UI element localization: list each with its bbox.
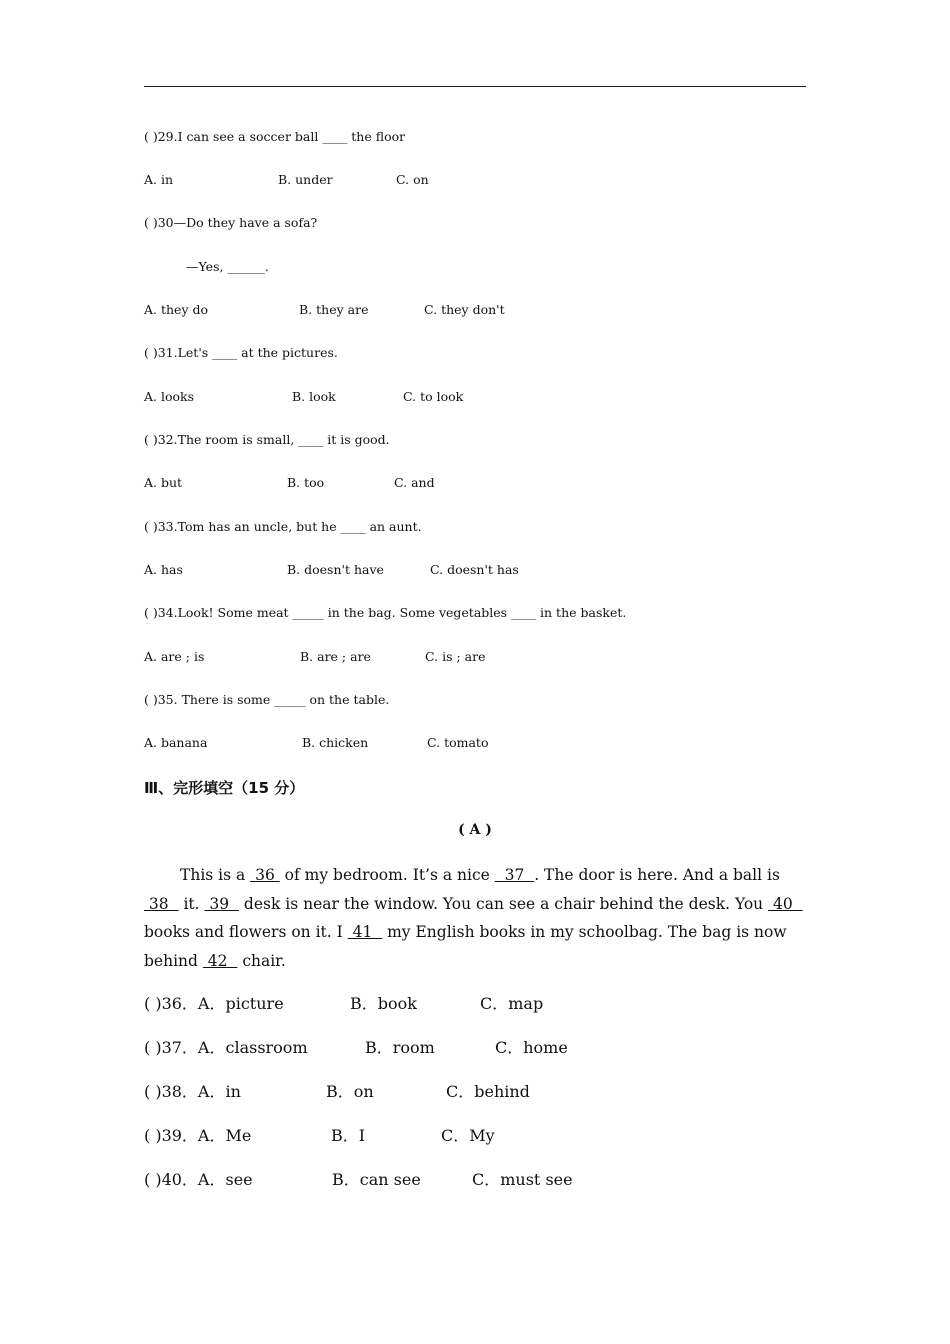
cloze-passage: This is a 36 of my bedroom. It’s a nice 37 . The door is here. And a ball is 38 it. 39 desk is near the window. You can see a chair behind the desk. You 40 books and flowers on it. I 41 my English books in my schoolbag. The bag is now behind 42 chair. (144, 866, 803, 970)
blank-42: 42 (202, 951, 238, 970)
q30-option-c: C. they don't (424, 302, 505, 317)
q31-option-b: B. look (292, 389, 336, 404)
q35-option-c: C. tomato (427, 735, 489, 750)
cloze-37-option-c: C．home (495, 1038, 568, 1057)
question-32: ( )32.The room is small, ____ it is good. (144, 432, 390, 447)
cloze-38-option-b: B．on (326, 1082, 374, 1101)
header-rule (144, 86, 806, 87)
question-30-answer-line: —Yes, ______. (186, 259, 269, 274)
q32-option-a: A. but (144, 475, 183, 490)
q29-option-a: A. in (144, 172, 174, 187)
cloze-40-option-c: C．must see (472, 1170, 573, 1189)
blank-41: 41 (347, 923, 383, 941)
cloze-39-option-c: C．My (441, 1126, 495, 1145)
blank-40: 40 (768, 894, 803, 913)
cloze-37-option-b: B．room (365, 1038, 435, 1057)
q33-option-a: A. has (144, 562, 183, 577)
question-33: ( )33.Tom has an uncle, but he ____ an aunt. (144, 519, 422, 534)
blank-36: 36 (250, 866, 280, 884)
cloze-38-option-c: C．behind (446, 1082, 530, 1101)
cloze-36-option-b: B．book (350, 994, 417, 1013)
blank-37: 37 (494, 866, 535, 884)
q31-option-c: C. to look (403, 389, 464, 404)
blank-39: 39 (204, 894, 239, 913)
question-29: ( )29.I can see a soccer ball ____ the floor (144, 129, 406, 144)
cloze-40-option-b: B．can see (332, 1170, 421, 1189)
cloze-39-option-b: B．I (331, 1126, 366, 1145)
q34-option-a: A. are ; is (144, 649, 205, 664)
section-title: Ⅲ、完形填空（15 分） (144, 779, 305, 797)
q31-option-a: A. looks (144, 389, 195, 404)
passage-label: ( A ) (458, 822, 492, 838)
cloze-question-38: ( )38．A．in (144, 1082, 241, 1101)
q32-option-b: B. too (287, 475, 325, 490)
question-35: ( )35. There is some _____ on the table. (144, 692, 390, 707)
q35-option-b: B. chicken (302, 735, 369, 750)
question-34: ( )34.Look! Some meat _____ in the bag. Some vegetables ____ in the basket. (144, 605, 627, 620)
q29-option-c: C. on (396, 172, 429, 187)
question-30: ( )30—Do they have a sofa? (144, 215, 318, 230)
q32-option-c: C. and (394, 475, 435, 490)
q30-option-b: B. they are (299, 302, 369, 317)
cloze-question-39: ( )39．A．Me (144, 1126, 252, 1145)
q34-option-b: B. are ; are (300, 649, 371, 664)
blank-38: 38 (144, 894, 179, 913)
cloze-36-option-c: C．map (480, 994, 544, 1013)
q34-option-c: C. is ; are (425, 649, 486, 664)
cloze-question-40: ( )40．A．see (144, 1170, 253, 1189)
q33-option-b: B. doesn't have (287, 562, 384, 577)
cloze-question-37: ( )37．A．classroom (144, 1038, 308, 1057)
cloze-question-36: ( )36．A．picture (144, 994, 284, 1013)
q30-option-a: A. they do (144, 302, 209, 317)
q33-option-c: C. doesn't has (430, 562, 519, 577)
q35-option-a: A. banana (144, 735, 208, 750)
q29-option-b: B. under (278, 172, 333, 187)
question-31: ( )31.Let's ____ at the pictures. (144, 345, 338, 360)
